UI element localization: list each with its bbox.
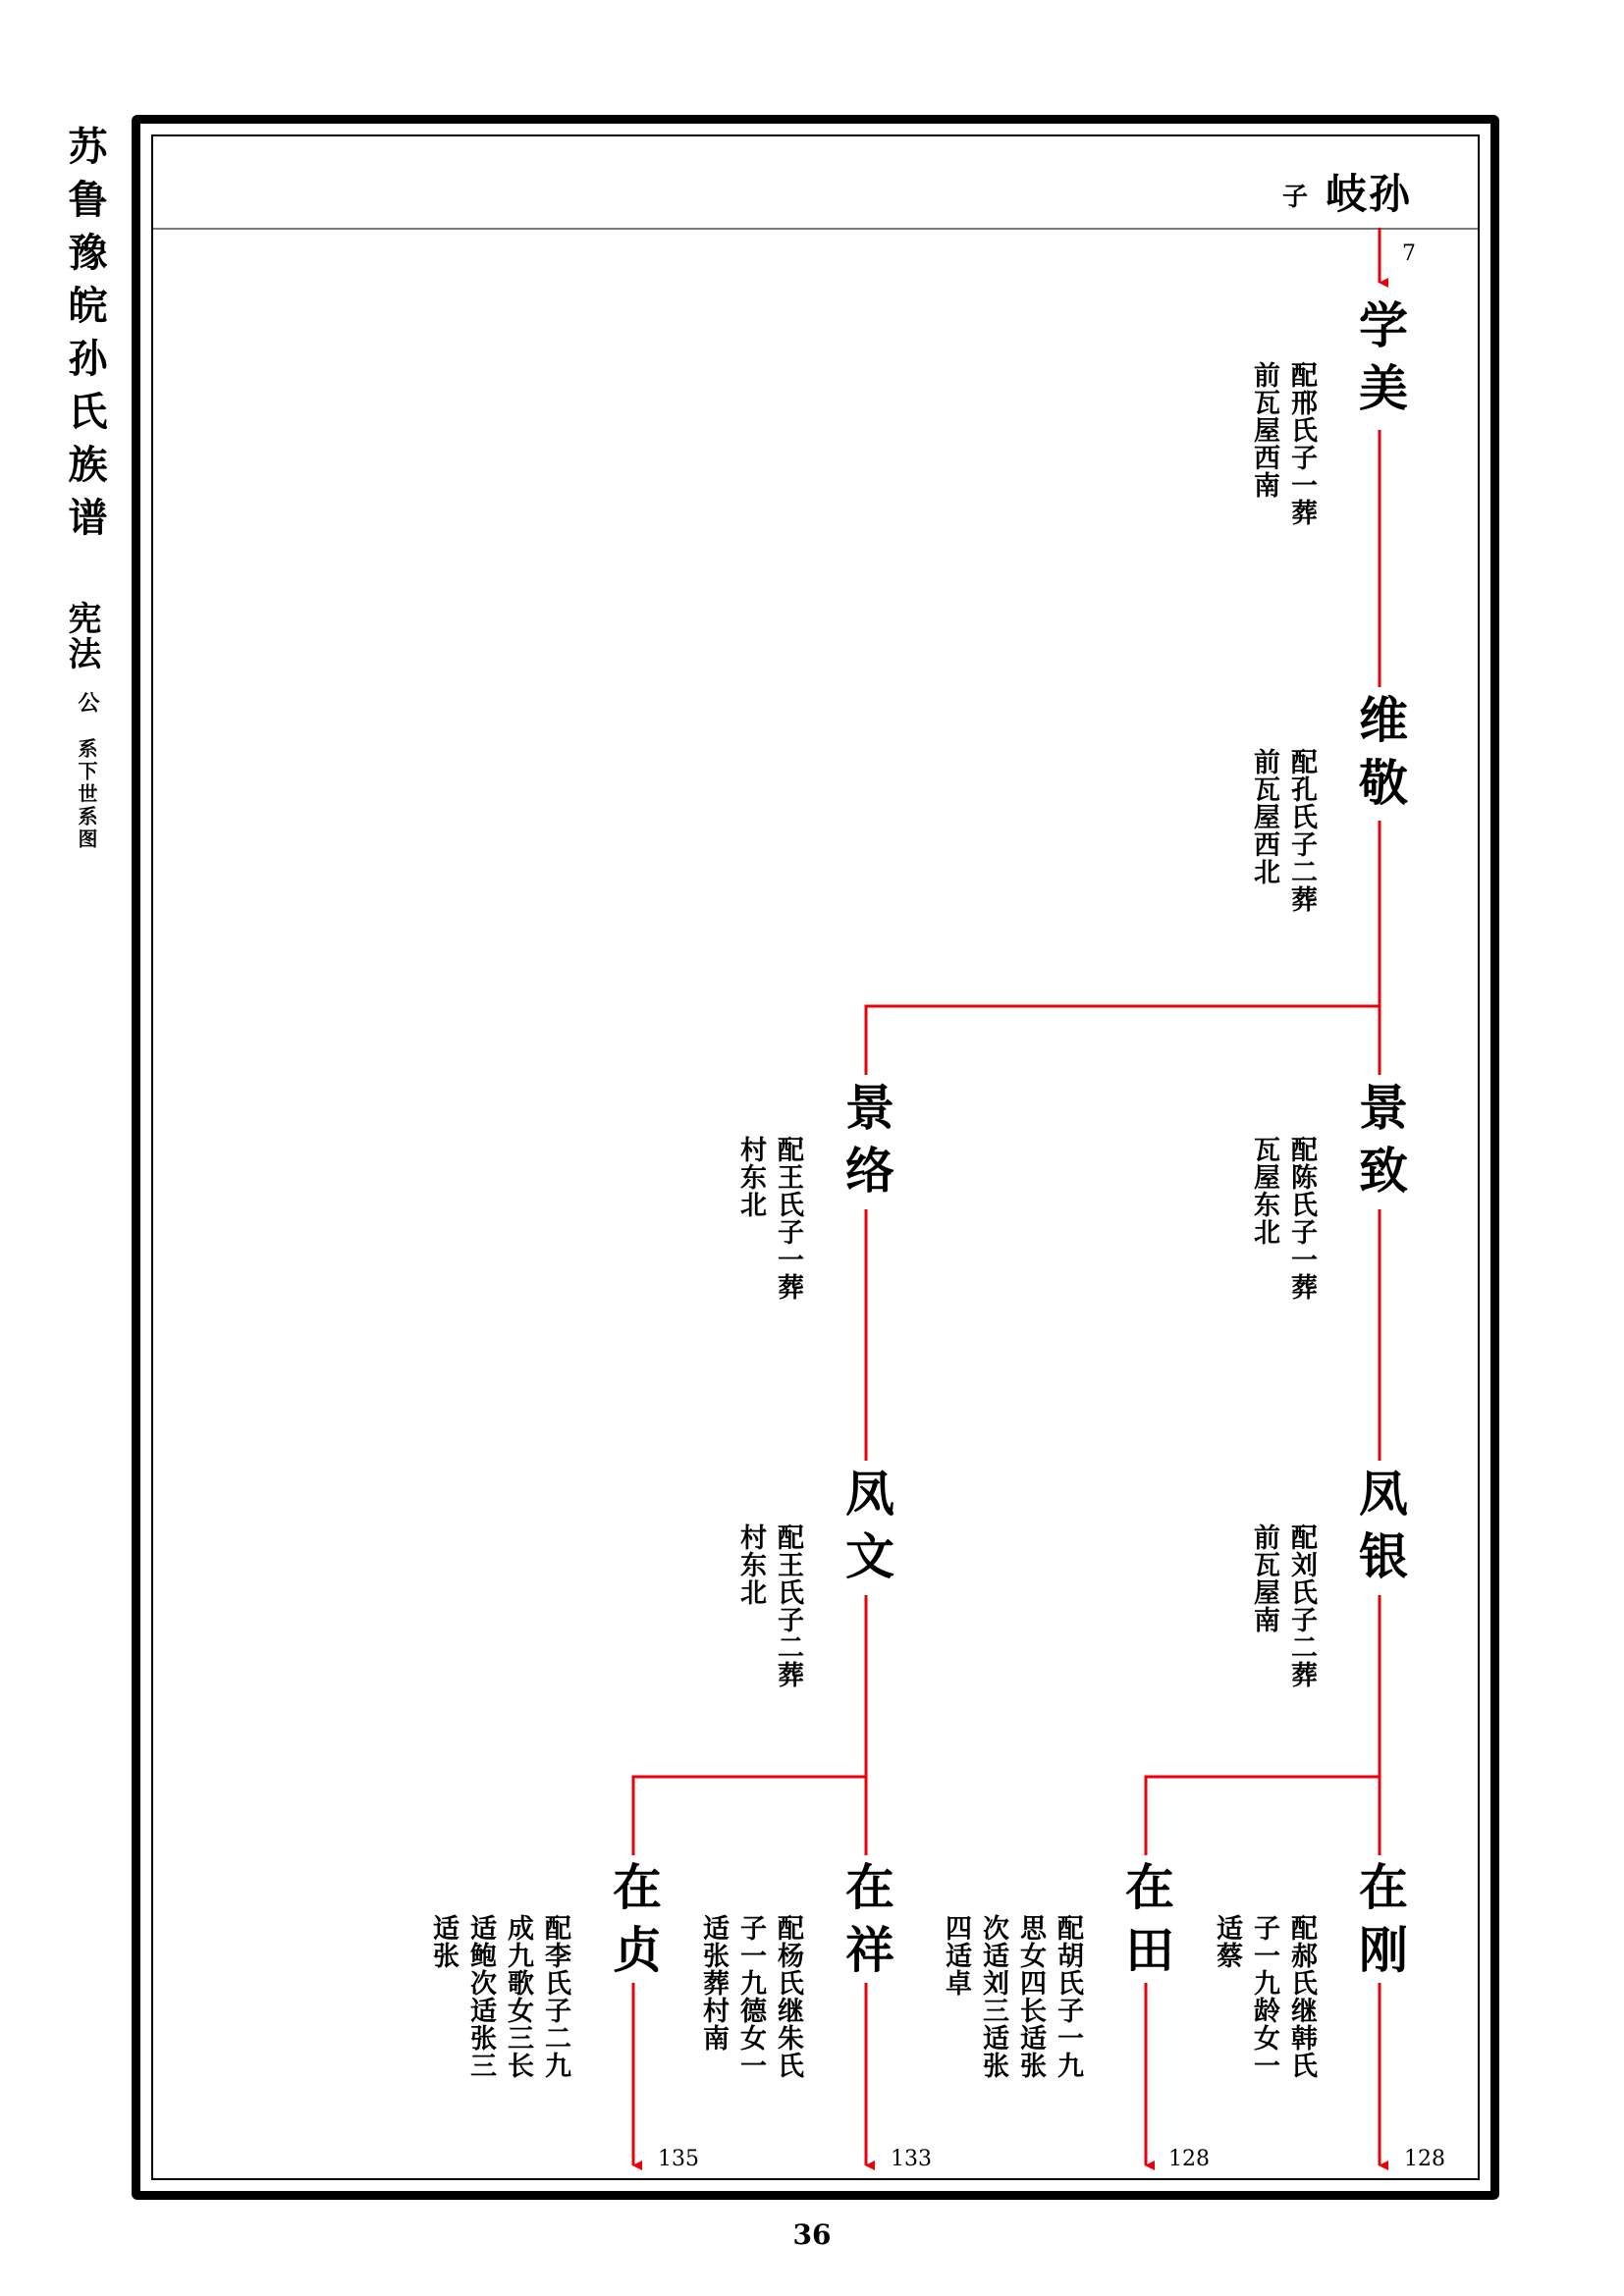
honorific: 公: [75, 691, 100, 713]
note-line: 子一九龄女一: [1249, 1914, 1279, 2079]
page-ref-zaitian: 128: [1168, 2147, 1210, 2171]
person-name-jingluo: 景络: [838, 1082, 895, 1207]
note-line: 配王氏子一葬: [773, 1136, 803, 1301]
chart-subtitle: 系下世系图: [75, 738, 98, 851]
note-line: 适蔡: [1212, 1914, 1242, 1969]
person-name-jingzhi: 景致: [1351, 1082, 1409, 1207]
person-notes-fengwen: [731, 1523, 806, 1688]
person-notes-zaixiang: [694, 1914, 806, 2079]
person-notes-fengyin: [1245, 1523, 1320, 1688]
note-line: 前瓦屋西南: [1249, 361, 1279, 499]
person-notes-zaigang: [1208, 1914, 1320, 2079]
note-line: 四适卓: [941, 1914, 971, 1997]
generation-ref: 7: [1402, 241, 1416, 266]
ancestor-name: 宪法: [62, 601, 101, 671]
note-line: 适张葬村南: [698, 1914, 729, 2052]
person-notes-xuemei: [1245, 361, 1320, 526]
person-name-fengyin: 凤银: [1351, 1468, 1409, 1593]
person-name-xuemei: 学美: [1351, 299, 1409, 425]
person-notes-zaizhen: [424, 1914, 573, 2079]
note-line: 次适刘三适张: [978, 1914, 1008, 2079]
note-line: 前瓦屋南: [1249, 1523, 1279, 1633]
note-line: 配陈氏子一葬: [1286, 1136, 1317, 1301]
header-zi-label: 子: [1282, 183, 1309, 212]
note-line: 子一九德女一: [735, 1914, 766, 2079]
note-line: 适鲍次适张三: [465, 1914, 496, 2079]
note-line: 配郝氏继韩氏: [1286, 1914, 1317, 2079]
page-number: 36: [792, 2218, 832, 2251]
note-line: 配杨氏继朱氏: [773, 1914, 803, 2079]
note-line: 瓦屋东北: [1249, 1136, 1279, 1246]
note-line: 配王氏子二葬: [773, 1523, 803, 1688]
note-line: 配李氏子二九: [540, 1914, 570, 2079]
person-name-weijing: 维敬: [1351, 694, 1409, 820]
note-line: 适张: [428, 1914, 459, 1969]
page-ref-zaizhen: 135: [658, 2147, 699, 2171]
note-line: 前瓦屋西北: [1249, 748, 1279, 885]
book-title: 苏鲁豫皖孙氏族谱: [62, 126, 108, 550]
note-line: 成九歌女三长: [503, 1914, 533, 2079]
branch-zaitian: [1146, 1777, 1380, 1855]
note-line: 配胡氏子一九: [1053, 1914, 1083, 2079]
person-notes-jingzhi: [1245, 1136, 1320, 1301]
person-name-zaitian: 在田: [1117, 1861, 1175, 1987]
page-ref-zaixiang: 133: [891, 2147, 932, 2171]
person-notes-jingluo: [731, 1136, 806, 1301]
note-line: 配刘氏子二葬: [1286, 1523, 1317, 1688]
branch-jingluo: [866, 1006, 1380, 1075]
note-line: 配邢氏子一葬: [1286, 361, 1317, 526]
page-ref-zaigang: 128: [1404, 2147, 1445, 2171]
note-line: 村东北: [735, 1523, 766, 1606]
note-line: 配孔氏子二葬: [1286, 748, 1317, 913]
person-name-zaixiang: 在祥: [838, 1861, 895, 1987]
person-name-fengwen: 凤文: [838, 1468, 895, 1593]
person-name-zaizhen: 在贞: [605, 1861, 663, 1987]
person-notes-zaitian: [937, 1914, 1086, 2079]
person-name-zaigang: 在刚: [1351, 1861, 1409, 1987]
note-line: 思女四长适张: [1015, 1914, 1046, 2079]
person-notes-weijing: [1245, 748, 1320, 913]
note-line: 村东北: [735, 1136, 766, 1218]
header-ancestor: 岐孙: [1326, 170, 1413, 218]
branch-zaizhen: [633, 1777, 866, 1855]
